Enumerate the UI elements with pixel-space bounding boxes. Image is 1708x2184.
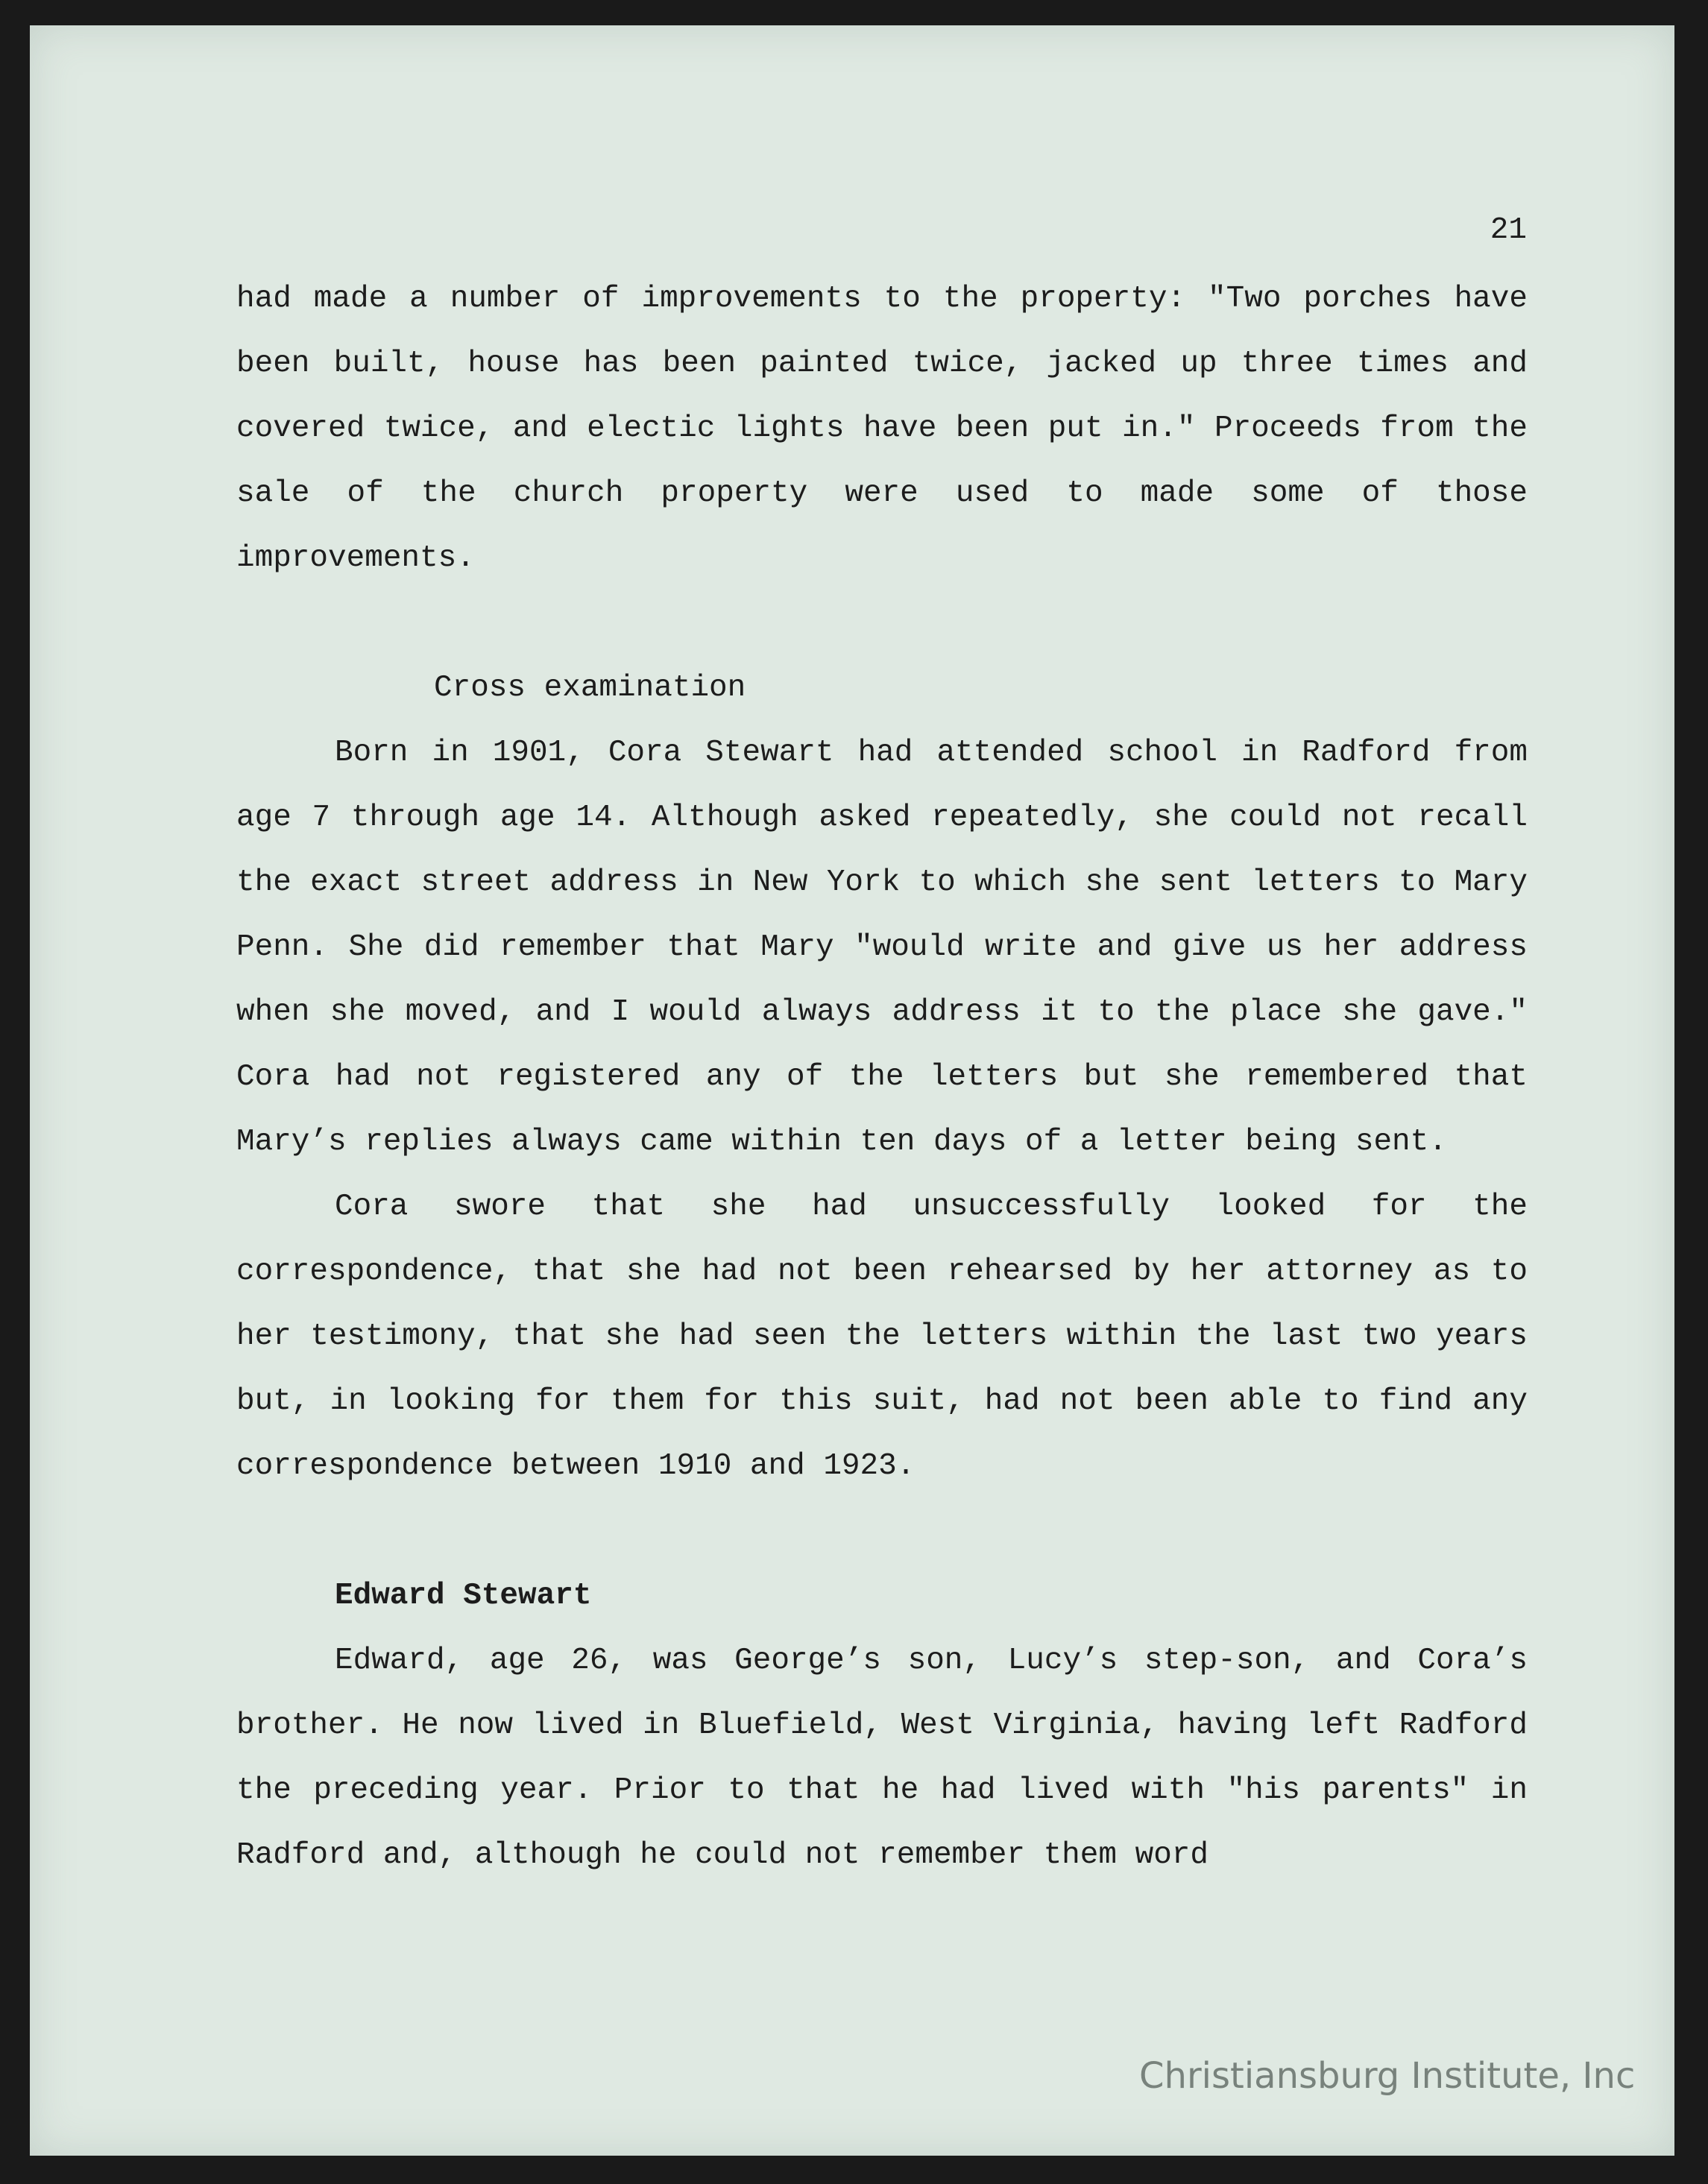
- spacer: [236, 591, 1528, 656]
- heading-edward-stewart: Edward Stewart: [335, 1579, 592, 1613]
- paragraph-improvements: had made a number of improvements to the property: "Two porches have been built, house has been painted twice, jacked up three times and covered twice, and electic lights have been put in." Proceeds from the sale of the church property were used to made some of those improvements.: [236, 282, 1528, 575]
- paragraph-cora-correspondence: Cora swore that she had unsuccessfully looked for the correspondence, that she had not been rehearsed by her attorney as to her testimony, that she had seen the letters within the last two years but, in looking for them for this suit, had not been able to find any correspondence between 1910 and 1923.: [236, 1190, 1528, 1483]
- heading-cross-examination: Cross examination: [434, 671, 746, 705]
- paragraph-cora-schooling: Born in 1901, Cora Stewart had attended school in Radford from age 7 through age 14. Although asked repeatedly, she could not recall the exact street address in New York to which she sent letters to Mary Penn. She did remember that Mary "would write and give us her address when she moved, and I would always address it to the place she gave." Cora had not registered any of the letters but she remembered that Mary’s replies always came within ten days of a letter being sent.: [236, 736, 1528, 1159]
- document-page: [30, 25, 1674, 2156]
- spacer: [236, 1499, 1528, 1564]
- document-body: [236, 267, 1528, 1888]
- paragraph-edward: Edward, age 26, was George’s son, Lucy’s step-son, and Cora’s brother. He now lived in Bluefield, West Virginia, having left Radford the preceding year. Prior to that he had lived with "his parents" in Radford and, although he could not remember them word: [236, 1644, 1528, 1872]
- watermark-text: Christiansburg Institute, Inc: [1139, 2055, 1636, 2097]
- page-number: 21: [1490, 213, 1527, 247]
